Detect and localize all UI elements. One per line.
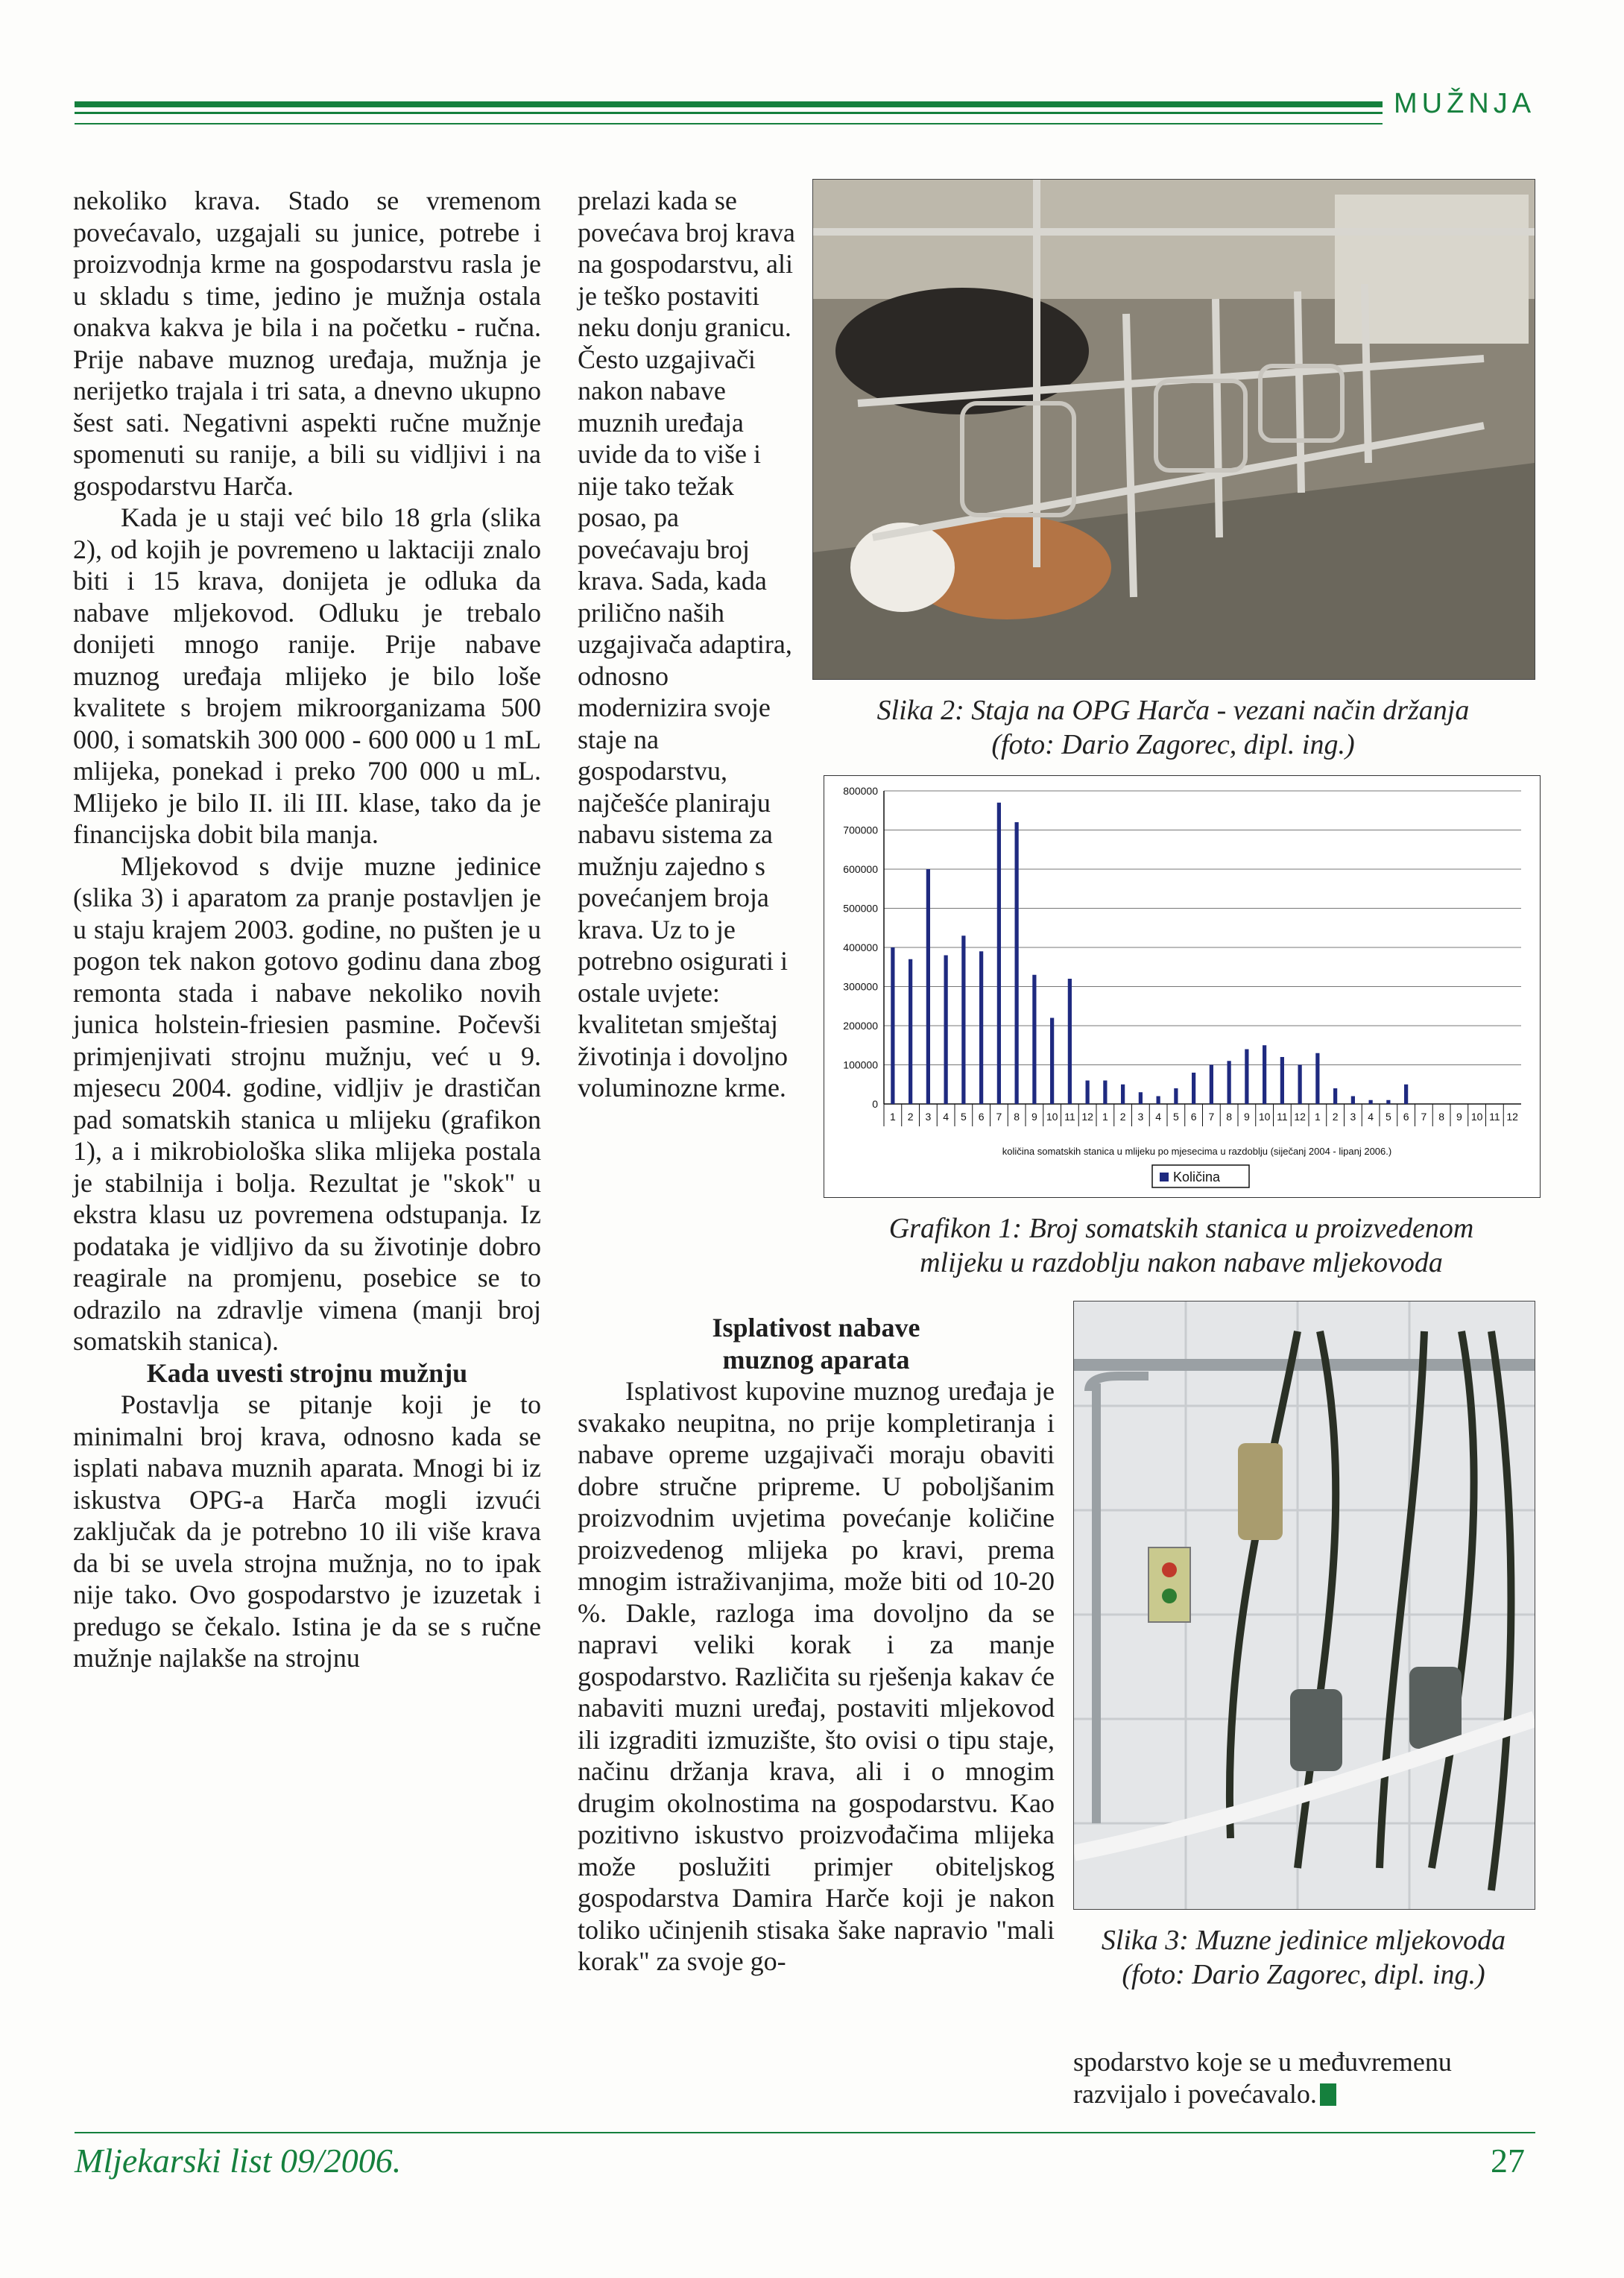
chart-x-tick-label: 7 (996, 1111, 1002, 1123)
photo-caption (1073, 1923, 1534, 1992)
paragraph: spodarstvo koje se u međuvremenu razvijalo i povećavalo. (1073, 2047, 1452, 2109)
chart-bar (1404, 1085, 1408, 1104)
header-rule-thin-2 (75, 123, 1383, 124)
chart-x-tick-label: 3 (925, 1111, 932, 1123)
chart-x-tick-label: 11 (1489, 1111, 1500, 1123)
paragraph: nekoliko krava. Stado se vremenom povećavalo, uzgajali su junice, potrebe i proizvodnja krme na gospodarstvu rasla je u skladu s time, jedino je mužnja ostala onakva kakva je bila i na početku - ručna. Prije nabave muznog uređaja, mužnja je nerijetko trajala i tri sata, a dnevno ukupno šest sati. Negativni aspekti ručne mužnje spomenuti su ranije, a bili su vidljivi i na gospodarstvu Harča. (73, 186, 541, 501)
chart-bar (1050, 1018, 1054, 1105)
chart-y-tick-label: 600000 (843, 863, 878, 875)
chart-x-tick-label: 10 (1258, 1111, 1271, 1123)
chart-x-tick-label: 1 (1314, 1111, 1321, 1123)
chart-bar (909, 959, 912, 1104)
section-heading: Kada uvesti strojnu mužnju (146, 1357, 468, 1388)
header-rule (75, 101, 1383, 107)
chart-x-tick-label: 5 (1385, 1111, 1391, 1123)
chart-x-tick-label: 7 (1208, 1111, 1215, 1123)
chart-bar (1139, 1092, 1143, 1104)
chart-x-tick-label: 9 (1031, 1111, 1037, 1123)
chart-caption (824, 1211, 1539, 1280)
chart-x-tick-label: 4 (943, 1111, 950, 1123)
chart-y-tick-label: 700000 (843, 824, 878, 836)
chart-x-tick-label: 1 (889, 1111, 896, 1123)
chart-x-tick-label: 1 (1102, 1111, 1108, 1123)
chart-y-tick-label: 300000 (843, 980, 878, 993)
chart-x-tick-label: 12 (1081, 1111, 1093, 1123)
chart-bar (944, 956, 948, 1105)
chart-bar (1210, 1065, 1213, 1105)
chart-x-tick-label: 11 (1064, 1111, 1075, 1123)
chart-x-tick-label: 12 (1506, 1111, 1518, 1123)
chart-x-axis-label: količina somatskih stanica u mlijeku po mjesecima u razdoblju (siječanj 2004 - lipanj 2006.) (1002, 1146, 1392, 1157)
chart-bar (1333, 1088, 1337, 1104)
column-1 (73, 185, 541, 1674)
caption-line: (foto: Dario Zagorec, dipl. ing.) (1122, 1959, 1485, 1990)
closing-paragraph (1073, 2046, 1550, 2110)
paragraph: Mljekovod s dvije muzne jedinice (slika 3) i aparatom za pranje postavljen je u staju krajem 2003. godine, no pušten je u pogon tek nakon gotovo godinu dana zbog remonta stada i nabave nekoliko novih junica holstein-friesien pasmine. Počevši primjenjivati strojnu mužnju, već u 9. mjesecu 2004. godine, vidljiv je drastičan pad somatskih stanica u mlijeku (grafikon 1), a i mikrobiološka slika mlijeka postala je stabilnija i bolja. Rezultat je "skok" u ekstra klasu uz povremena odstupanja. Iz podataka je vidljivo da su životinje dobro reagirale na promjenu, posebice se to odrazilo na zdravlje vimena (manji broj somatskih stanica). (73, 851, 541, 1356)
chart-bar (891, 947, 894, 1104)
caption-line: Slika 2: Staja na OPG Harča - vezani način držanja (876, 695, 1470, 726)
caption-line: Slika 3: Muzne jedinice mljekovoda (1101, 1925, 1506, 1956)
milking-units-photo (1073, 1301, 1535, 1910)
chart-bar (1192, 1073, 1195, 1104)
photo-caption (812, 693, 1534, 762)
chart-bar (1280, 1057, 1284, 1104)
section-title: MUŽNJA (1394, 88, 1536, 119)
chart-x-tick-label: 2 (1332, 1111, 1339, 1123)
chart-x-tick-label: 2 (1119, 1111, 1126, 1123)
chart-x-tick-label: 12 (1294, 1111, 1306, 1123)
chart-x-tick-label: 6 (978, 1111, 985, 1123)
chart-y-tick-label: 0 (872, 1098, 878, 1110)
chart-x-tick-label: 9 (1243, 1111, 1250, 1123)
chart-bar (1068, 979, 1072, 1104)
chart-x-tick-label: 9 (1456, 1111, 1462, 1123)
header-rule-thin (75, 112, 1383, 114)
chart-y-tick-label: 800000 (843, 785, 878, 797)
chart-x-tick-label: 5 (960, 1111, 967, 1123)
chart-x-tick-label: 8 (1438, 1111, 1445, 1123)
footer-rule (75, 2132, 1535, 2133)
caption-line: Grafikon 1: Broj somatskih stanica u proizvedenom (888, 1213, 1474, 1244)
section-heading: Isplativost nabave muznog aparata (712, 1313, 920, 1375)
chart-bar (961, 936, 965, 1104)
chart-bar (1315, 1053, 1319, 1104)
chart-bar (1015, 822, 1019, 1104)
chart-x-tick-label: 3 (1137, 1111, 1144, 1123)
chart-legend (1152, 1165, 1249, 1187)
chart-x-tick-label: 7 (1421, 1111, 1427, 1123)
chart-bar (1245, 1050, 1248, 1105)
chart-bar (1121, 1085, 1125, 1104)
paragraph: Isplativost kupovine muznog uređaja je svakako neupitna, no prije kompletiranja i nabave opreme uzgajivači moraju obaviti dobre stručne pripreme. U poboljšanim proizvodnim uvjetima povećanje količine proizvedenog mlijeka po kravi, prema mnogim istraživanjima, može biti od 10-20 %. Dakle, razloga ima dovoljno da se napravi veliki korak i za manje gospodarstvo. Različita su rješenja kakav će nabaviti muzni uređaj, postaviti mljekovod ili izgraditi izmuzište, što ovisi o tipu staje, načinu držanja krava, ali i o mnogim drugim okolnostima na gospodarstvu. Kao pozitivno iskustvo proizvođačima mlijeka može poslužiti primjer obiteljskog gospodarstva Damira Harče koji je nakon toliko učinjenih stisaka šake napravio "mali korak" za svoje go- (578, 1376, 1055, 1976)
chart-x-tick-label: 8 (1014, 1111, 1020, 1123)
chart-x-tick-label: 6 (1403, 1111, 1409, 1123)
chart-bar (1174, 1088, 1178, 1104)
chart-y-tick-label: 200000 (843, 1020, 878, 1032)
column-2 (578, 185, 795, 1104)
end-mark-icon (1320, 2083, 1336, 2106)
chart-bar (1369, 1100, 1373, 1104)
chart-bar (1103, 1081, 1107, 1105)
page-number: 27 (1491, 2142, 1525, 2180)
paragraph: Kada je u staji već bilo 18 grla (slika 2), od kojih je povremeno u laktaciji znalo biti i 15 krava, donijeta je odluka da nabave mljekovod. Odluku je trebalo donijeti mnogo ranije. Prije nabave muznog uređaja mlijeko je bilo loše kvalitete s brojem mikroorganizama 500 000, i somatskih 300 000 - 600 000 u 1 mL mlijeka, ponekad i preko 700 000 u mL. Mlijeko je bilo II. ili III. klase, tako da je financijska dobit bila manja. (73, 502, 541, 849)
somatic-cells-chart (824, 775, 1541, 1198)
chart-bar (1228, 1061, 1231, 1104)
chart-x-tick-label: 10 (1470, 1111, 1483, 1123)
chart-x-tick-label: 11 (1277, 1111, 1288, 1123)
chart-bar (997, 803, 1001, 1104)
chart-bar (1086, 1081, 1090, 1105)
chart-bar (1263, 1045, 1266, 1104)
chart-y-tick-label: 500000 (843, 902, 878, 915)
column-2-lower (578, 1312, 1055, 1978)
chart-bar (979, 951, 983, 1104)
chart-x-tick-label: 5 (1172, 1111, 1179, 1123)
chart-x-tick-label: 10 (1046, 1111, 1058, 1123)
caption-line: (foto: Dario Zagorec, dipl. ing.) (991, 729, 1355, 760)
chart-x-tick-label: 4 (1368, 1111, 1374, 1123)
chart-bar (1157, 1097, 1160, 1105)
chart-svg (824, 776, 1540, 1197)
chart-x-tick-label: 8 (1226, 1111, 1233, 1123)
chart-x-tick-label: 6 (1190, 1111, 1197, 1123)
chart-bar (1386, 1100, 1390, 1104)
paragraph: Postavlja se pitanje koji je to minimalni broj krava, odnosno kada se isplati nabava muznih aparata. Mnogi bi iz iskustva OPG-a Harča mogli izvući zaključak da je potrebno 10 ili više krava da bi se uvela strojna mužnja, no to ipak nije tako. Ovo gospodarstvo je izuzetak i predugo se čekalo. Istina je da se s ručne mužnje najlakše na strojnu (73, 1389, 541, 1673)
chart-bar (1351, 1097, 1355, 1105)
barn-photo (812, 179, 1535, 680)
chart-bar (1032, 975, 1036, 1104)
chart-x-tick-label: 3 (1350, 1111, 1356, 1123)
caption-line: mlijeku u razdoblju nakon nabave mljekovoda (920, 1247, 1443, 1278)
paragraph: prelazi kada se povećava broj krava na gospodarstvu, ali je teško postaviti neku donju granicu. Često uzgajivači nakon nabave muznih uređaja uvide da to više i nije tako težak posao, pa povećavaju broj krava. Sada, kada prilično naših uzgajivača adaptira, odnosno modernizira svoje staje na gospodarstvu, najčešće planiraju nabavu sistema za mužnju zajedno s povećanjem broja krava. Uz to je potrebno osigurati i ostale uvjete: kvalitetan smještaj životinja i dovoljno voluminozne krme. (578, 186, 795, 1102)
journal-name: Mljekarski list 09/2006. (75, 2142, 402, 2180)
chart-x-tick-label: 2 (907, 1111, 914, 1123)
chart-y-tick-label: 100000 (843, 1058, 878, 1071)
chart-x-tick-label: 4 (1155, 1111, 1162, 1123)
chart-bar (1298, 1065, 1302, 1105)
chart-bar (926, 869, 930, 1104)
chart-legend-label: Količina (1173, 1170, 1221, 1184)
chart-y-tick-label: 400000 (843, 941, 878, 953)
